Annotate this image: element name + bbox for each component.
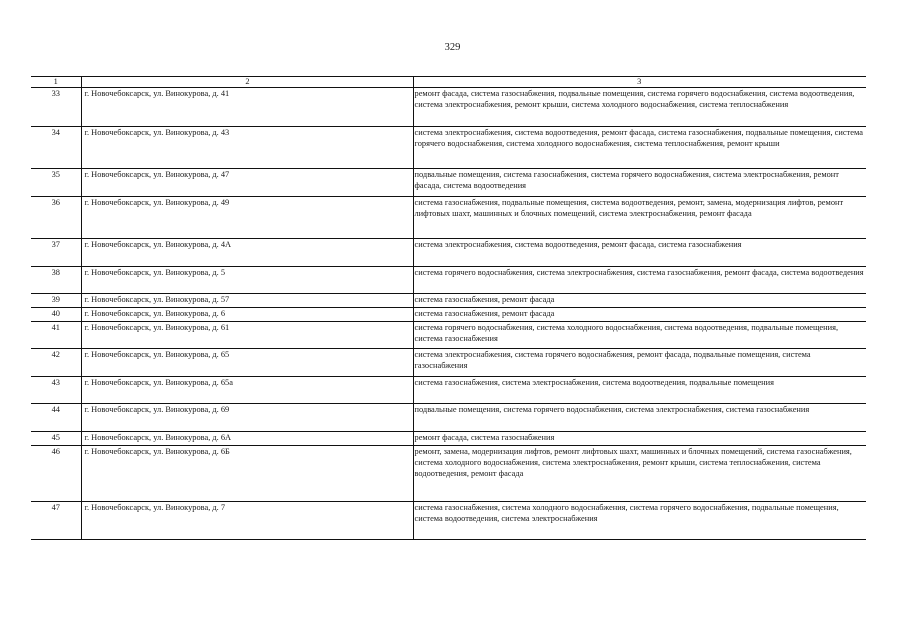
row-number: 38 [31, 267, 81, 294]
addresses-table [31, 76, 866, 540]
row-number: 47 [31, 502, 81, 540]
row-address: г. Новочебоксарск, ул. Винокурова, д. 69 [81, 404, 413, 432]
row-address: г. Новочебоксарск, ул. Винокурова, д. 47 [81, 169, 413, 197]
table-row [31, 267, 866, 294]
table-row [31, 294, 866, 308]
row-works: система электроснабжения, система водоотведения, ремонт фасада, система газоснабжения [413, 239, 866, 267]
table-row [31, 322, 866, 349]
table-row [31, 197, 866, 239]
table-row [31, 169, 866, 197]
row-number: 42 [31, 349, 81, 377]
row-address: г. Новочебоксарск, ул. Винокурова, д. 41 [81, 88, 413, 127]
row-works: система газоснабжения, система электроснабжения, система водоотведения, подвальные помещения [413, 377, 866, 404]
row-address: г. Новочебоксарск, ул. Винокурова, д. 6А [81, 432, 413, 446]
row-number: 35 [31, 169, 81, 197]
table-row [31, 432, 866, 446]
row-works: система горячего водоснабжения, система электроснабжения, система газоснабжения, ремонт фасада, система водоотведения [413, 267, 866, 294]
table-row [31, 502, 866, 540]
row-address: г. Новочебоксарск, ул. Винокурова, д. 43 [81, 127, 413, 169]
row-works: ремонт, замена, модернизация лифтов, ремонт лифтовых шахт, машинных и блочных помещений, система газоснабжения, система холодного водоснабжения, система электроснабжения, ремонт крыши, система теплоснабжения, система водоотведения, ремонт фасада [413, 446, 866, 502]
table-row [31, 377, 866, 404]
row-number: 36 [31, 197, 81, 239]
row-number: 39 [31, 294, 81, 308]
row-number: 41 [31, 322, 81, 349]
row-number: 33 [31, 88, 81, 127]
table-row [31, 349, 866, 377]
table-body [31, 77, 866, 540]
row-works: система газоснабжения, подвальные помещения, система водоотведения, ремонт, замена, модернизация лифтов, ремонт лифтовых шахт, машинных и блочных помещений, система электроснабжения, ремонт фасада [413, 197, 866, 239]
row-address: г. Новочебоксарск, ул. Винокурова, д. 61 [81, 322, 413, 349]
table-row [31, 239, 866, 267]
row-address: г. Новочебоксарск, ул. Винокурова, д. 65а [81, 377, 413, 404]
table-row [31, 88, 866, 127]
row-works: система газоснабжения, ремонт фасада [413, 294, 866, 308]
row-address: г. Новочебоксарск, ул. Винокурова, д. 49 [81, 197, 413, 239]
row-number: 44 [31, 404, 81, 432]
row-works: система горячего водоснабжения, система холодного водоснабжения, система водоотведения, подвальные помещения, система газоснабжения [413, 322, 866, 349]
header-col-3: 3 [413, 77, 866, 88]
table-row [31, 446, 866, 502]
row-address: г. Новочебоксарск, ул. Винокурова, д. 65 [81, 349, 413, 377]
row-works: система электроснабжения, система горячего водоснабжения, ремонт фасада, подвальные помещения, система газоснабжения [413, 349, 866, 377]
row-address: г. Новочебоксарск, ул. Винокурова, д. 6Б [81, 446, 413, 502]
page-number: 329 [444, 42, 461, 53]
row-number: 45 [31, 432, 81, 446]
row-address: г. Новочебоксарск, ул. Винокурова, д. 7 [81, 502, 413, 540]
row-works: подвальные помещения, система газоснабжения, система горячего водоснабжения, система электроснабжения, ремонт фасада, система водоотведения [413, 169, 866, 197]
table-header-row [31, 77, 866, 88]
row-works: ремонт фасада, система газоснабжения, подвальные помещения, система горячего водоснабжения, система водоотведения, система электроснабжения, ремонт крыши, система холодного водоснабжения, система теплоснабжения [413, 88, 866, 127]
header-col-2: 2 [81, 77, 413, 88]
row-number: 34 [31, 127, 81, 169]
table-row [31, 127, 866, 169]
row-address: г. Новочебоксарск, ул. Винокурова, д. 6 [81, 308, 413, 322]
row-number: 37 [31, 239, 81, 267]
row-number: 46 [31, 446, 81, 502]
table-row [31, 308, 866, 322]
row-works: ремонт фасада, система газоснабжения [413, 432, 866, 446]
row-address: г. Новочебоксарск, ул. Винокурова, д. 5 [81, 267, 413, 294]
row-address: г. Новочебоксарск, ул. Винокурова, д. 57 [81, 294, 413, 308]
table-row [31, 404, 866, 432]
header-col-1: 1 [31, 77, 81, 88]
row-number: 40 [31, 308, 81, 322]
row-works: система газоснабжения, ремонт фасада [413, 308, 866, 322]
row-number: 43 [31, 377, 81, 404]
row-address: г. Новочебоксарск, ул. Винокурова, д. 4А [81, 239, 413, 267]
row-works: система электроснабжения, система водоотведения, ремонт фасада, система газоснабжения, подвальные помещения, система горячего водоснабжения, система холодного водоснабжения, система теплоснабжения, ремонт крыши [413, 127, 866, 169]
row-works: подвальные помещения, система горячего водоснабжения, система электроснабжения, система газоснабжения [413, 404, 866, 432]
row-works: система газоснабжения, система холодного водоснабжения, система горячего водоснабжения, подвальные помещения, система водоотведения, система электроснабжения [413, 502, 866, 540]
